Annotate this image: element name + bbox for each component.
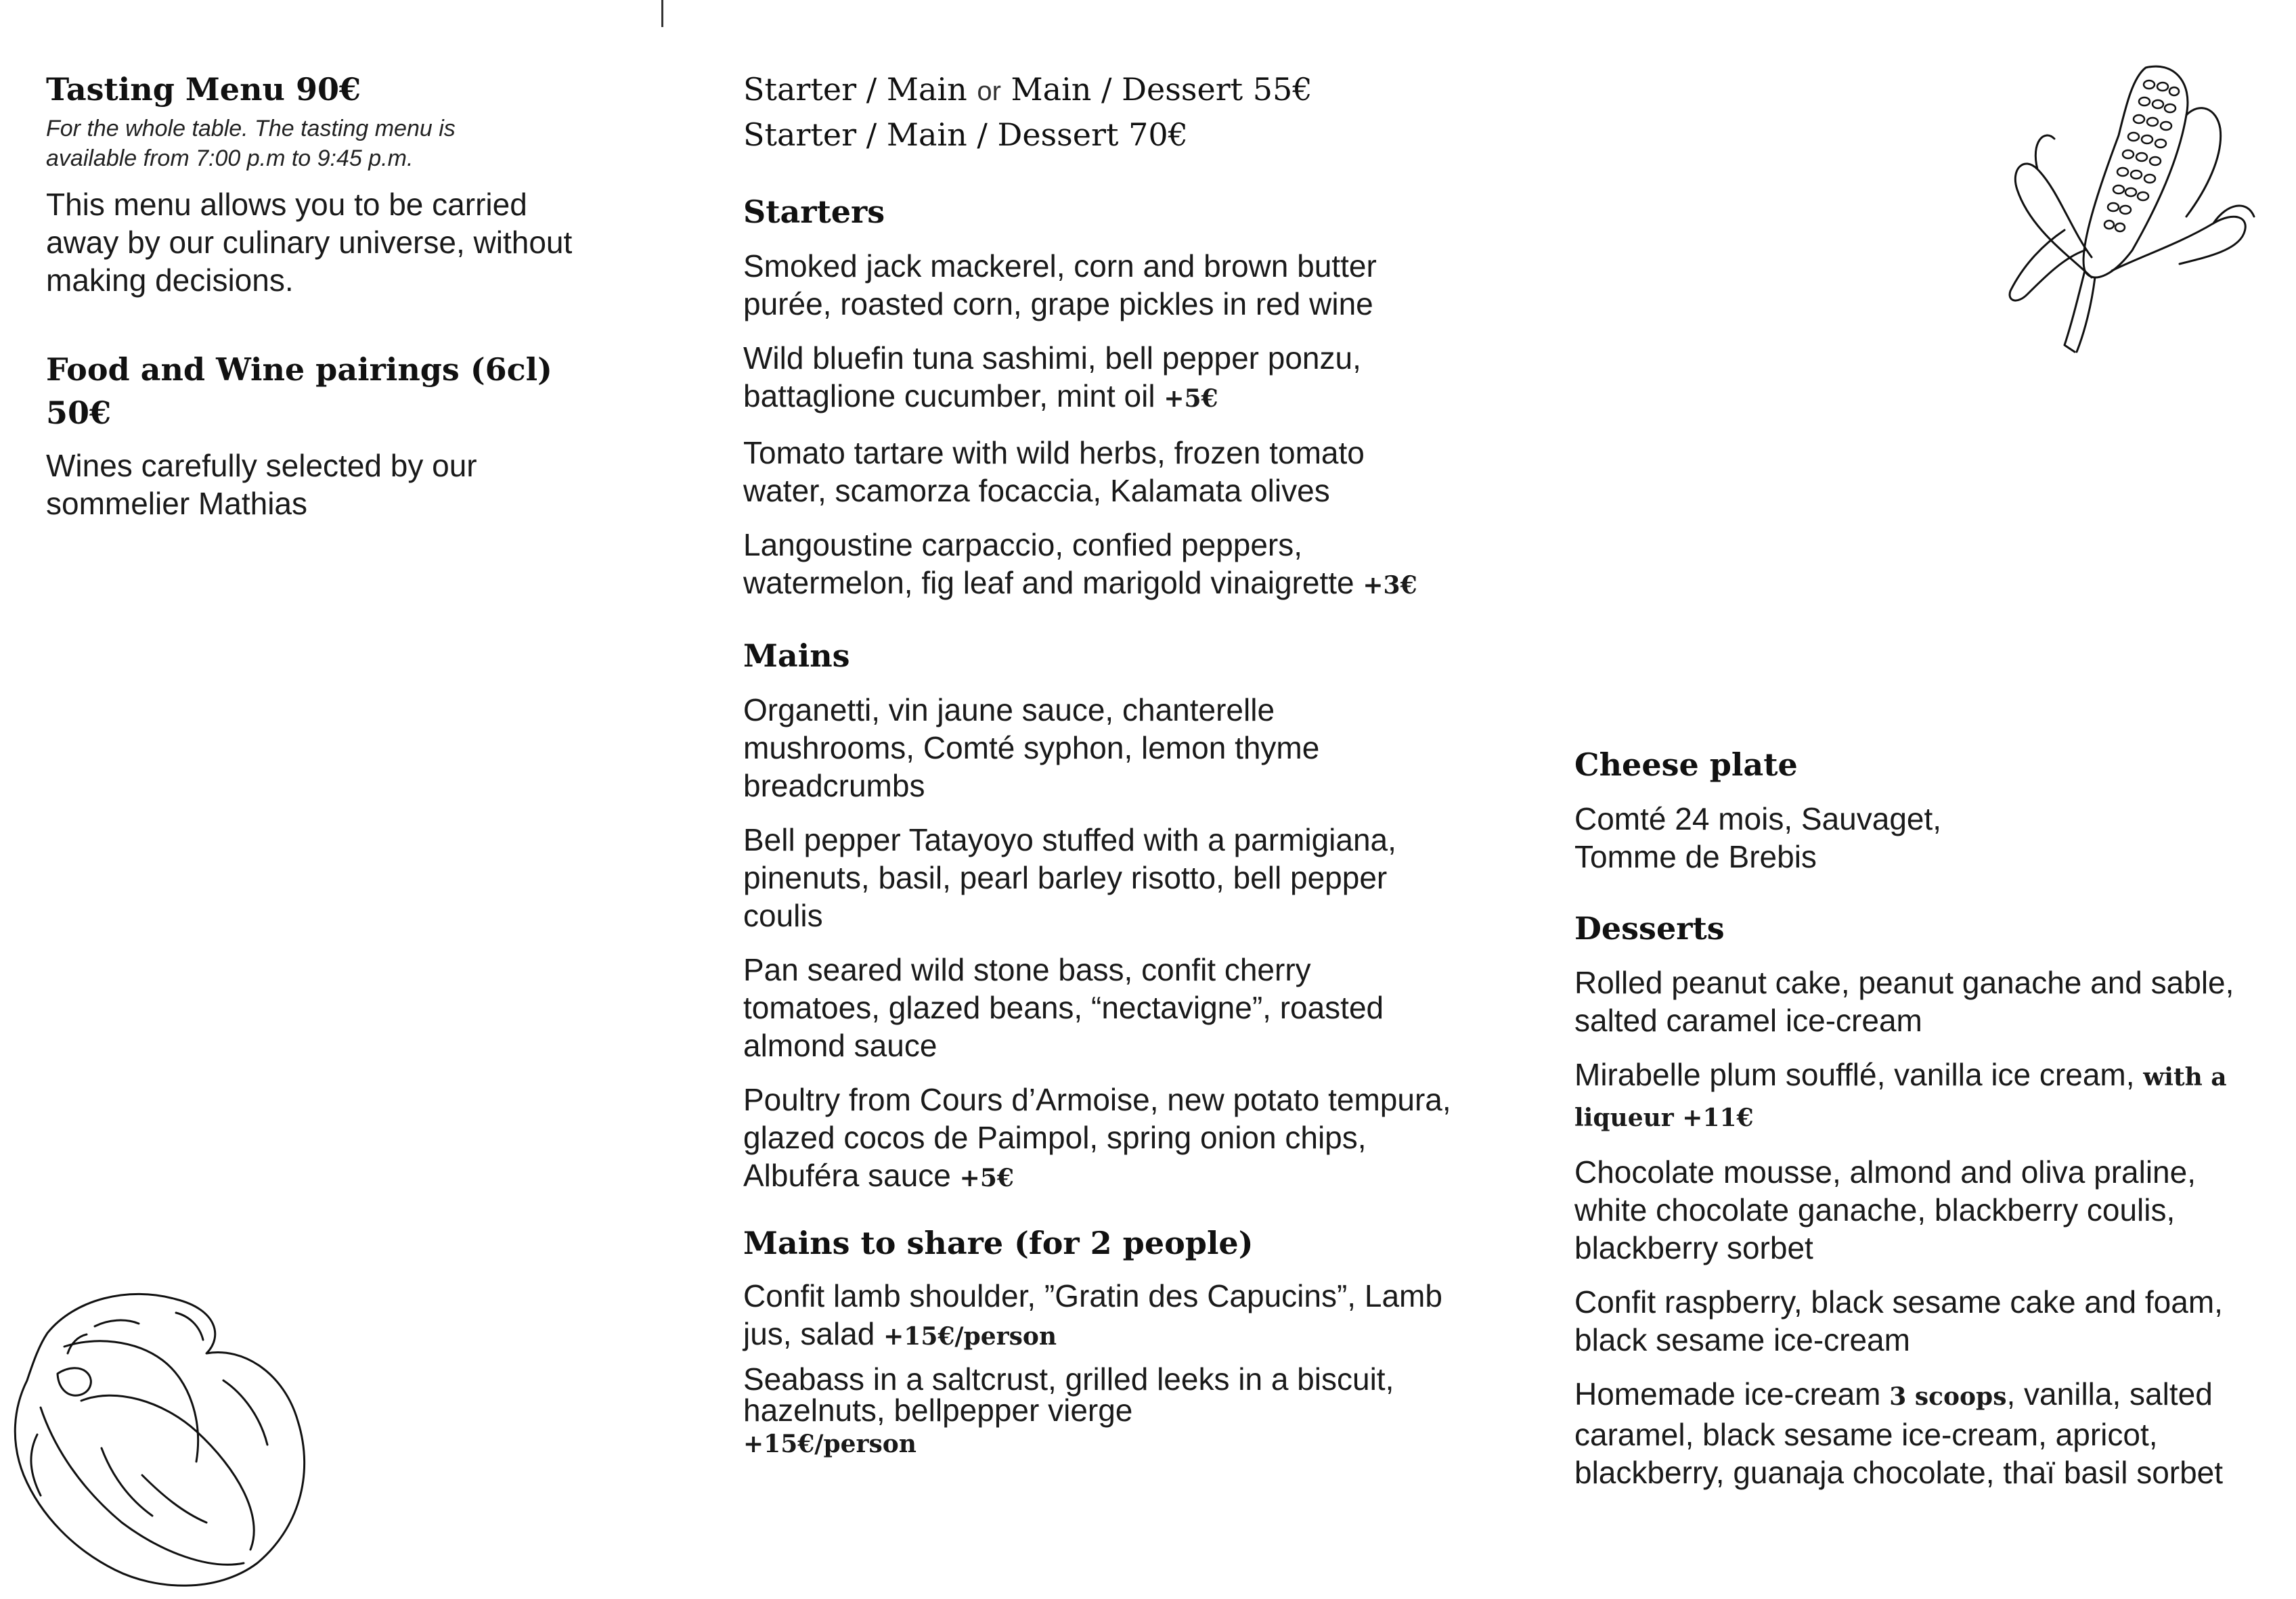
tasting-menu-description: This menu allows you to be carried away by our culinary universe, without making decisions. bbox=[46, 187, 573, 298]
right-column bbox=[1574, 744, 2265, 1508]
mains-section bbox=[743, 635, 1454, 1197]
supplement: +5€ bbox=[959, 1164, 1014, 1192]
supplement: with a liqueur +11€ bbox=[1574, 1063, 2227, 1132]
starter-item: Smoked jack mackerel, corn and brown butter purée, roasted corn, grape pickles in red wine bbox=[743, 248, 1377, 321]
cheese-section bbox=[1574, 744, 2265, 876]
main-item: Bell pepper Tatayoyo stuffed with a parmigiana, pinenuts, basil, pearl barley risotto, bell pepper coulis bbox=[743, 822, 1396, 933]
supplement: +15€/person bbox=[743, 1430, 917, 1458]
wine-pairings-section bbox=[46, 348, 608, 522]
formula-main-dessert: Main / Dessert 55€ bbox=[1011, 71, 1312, 108]
formula-or: or bbox=[977, 76, 1001, 106]
dessert-item: Homemade ice-cream 3 scoops, vanilla, salted caramel, black sesame ice-cream, apricot, blackberry, guanaja chocolate, thaï basil sorbet bbox=[1574, 1376, 2224, 1490]
corn-illustration bbox=[1990, 54, 2261, 365]
share-title: Mains to share (for 2 people) bbox=[743, 1225, 1254, 1261]
starter-item: Langoustine carpaccio, confied peppers, watermelon, fig leaf and marigold vinaigrette +3€ bbox=[743, 527, 1417, 600]
tasting-menu-title: Tasting Menu 90€ bbox=[46, 71, 361, 108]
dessert-item: Rolled peanut cake, peanut ganache and sable, salted caramel ice-cream bbox=[1574, 965, 2234, 1038]
cheese-title: Cheese plate bbox=[1574, 746, 1798, 783]
starters-section bbox=[743, 192, 1454, 604]
desserts-title: Desserts bbox=[1574, 910, 1725, 947]
left-column bbox=[46, 68, 608, 522]
tasting-menu-note: For the whole table. The tasting menu is available from 7:00 p.m to 9:45 p.m. bbox=[46, 116, 456, 171]
tasting-menu-section bbox=[46, 68, 608, 299]
formula-line-1 bbox=[743, 68, 1454, 113]
wine-pairings-description: Wines carefully selected by our sommelier Mathias bbox=[46, 448, 477, 521]
middle-column bbox=[743, 68, 1454, 1476]
bell-pepper-illustration bbox=[0, 1272, 338, 1599]
supplement: +5€ bbox=[1164, 384, 1218, 413]
dessert-item: Confit raspberry, black sesame cake and foam, black sesame ice-cream bbox=[1574, 1284, 2223, 1357]
supplement: +15€/person bbox=[883, 1322, 1057, 1351]
share-item: Seabass in a saltcrust, grilled leeks in a biscuit, hazelnuts, bellpepper vierge +15€/person bbox=[743, 1361, 1394, 1458]
formulas-block bbox=[743, 68, 1454, 156]
supplement: +3€ bbox=[1363, 571, 1417, 600]
main-item: Organetti, vin jaune sauce, chanterelle mushrooms, Comté syphon, lemon thyme breadcrumbs bbox=[743, 692, 1320, 803]
desserts-section bbox=[1574, 908, 2265, 1491]
fold-mark bbox=[661, 0, 663, 27]
formula-starter-main: Starter / Main bbox=[743, 71, 967, 108]
formula-line-2: Starter / Main / Dessert 70€ bbox=[743, 116, 1188, 153]
share-item: Confit lamb shoulder, ”Gratin des Capucins”, Lamb jus, salad +15€/person bbox=[743, 1278, 1442, 1351]
main-item: Pan seared wild stone bass, confit cherry tomatoes, glazed beans, “nectavigne”, roasted almond sauce bbox=[743, 952, 1384, 1063]
dessert-item: Mirabelle plum soufflé, vanilla ice cream, with a liqueur +11€ bbox=[1574, 1057, 2227, 1132]
wine-pairings-title: Food and Wine pairings (6cl) 50€ bbox=[46, 351, 552, 431]
starter-item: Tomato tartare with wild herbs, frozen tomato water, scamorza focaccia, Kalamata olives bbox=[743, 435, 1365, 508]
starters-title: Starters bbox=[743, 194, 885, 230]
mains-title: Mains bbox=[743, 637, 850, 674]
share-section bbox=[743, 1223, 1454, 1460]
main-item: Poultry from Cours d’Armoise, new potato tempura, glazed cocos de Paimpol, spring onion chips, Albuféra sauce +5€ bbox=[743, 1082, 1451, 1193]
cheese-description: Comté 24 mois, Sauvaget, Tomme de Brebis bbox=[1574, 801, 1942, 874]
dessert-item: Chocolate mousse, almond and oliva praline, white chocolate ganache, blackberry coulis, blackberry sorbet bbox=[1574, 1154, 2196, 1265]
starter-item: Wild bluefin tuna sashimi, bell pepper ponzu, battaglione cucumber, mint oil +5€ bbox=[743, 340, 1361, 413]
